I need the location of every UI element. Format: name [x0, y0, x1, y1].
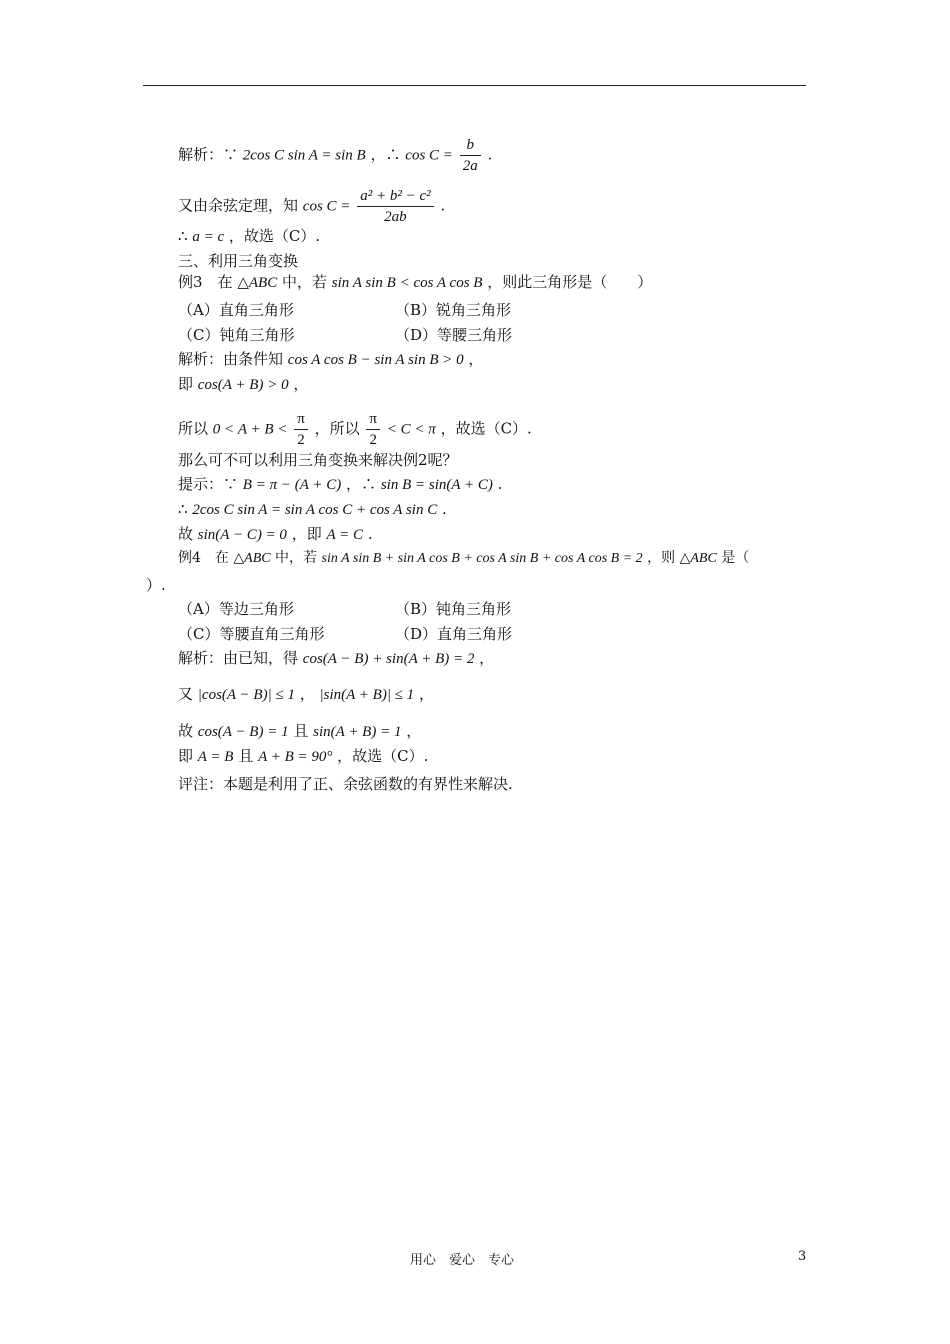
equation: sin(A − C) = 0: [197, 527, 287, 543]
solution-label: 解析：∵: [178, 145, 239, 164]
text: 是（: [721, 550, 750, 566]
choice-d: （D）等腰三角形: [395, 326, 513, 344]
fraction: [366, 410, 380, 449]
equation: A = B: [197, 749, 234, 765]
choice-a: （A）等边三角形: [178, 600, 294, 618]
text: ，故选（C）.: [337, 747, 429, 765]
solution-line-5: [178, 374, 308, 395]
fraction: [294, 410, 308, 449]
fraction: [357, 187, 433, 226]
equation: sin A sin B + sin A cos B + cos A sin B + cos A cos B = 2: [321, 551, 643, 566]
solution-line-7: [178, 648, 494, 669]
question-line: [178, 450, 458, 470]
text: ，: [293, 375, 309, 393]
text: ，则此三角形是（ ）: [487, 273, 653, 291]
equation: sin B = sin(A + C): [380, 477, 493, 493]
equation: cos A cos B − sin A sin B > 0: [287, 352, 464, 368]
equation: cos(A − B) = 1: [197, 724, 289, 740]
text: 所以: [178, 419, 209, 438]
text: ）.: [146, 576, 166, 594]
equation: cos(A − B) + sin(A + B) = 2: [302, 651, 475, 667]
text: ，∴: [346, 475, 377, 493]
fraction-numerator: a² + b² − c²: [357, 187, 433, 207]
equation: A = C: [326, 527, 364, 543]
text: ，: [418, 685, 434, 703]
equation: 0 < A + B <: [212, 421, 288, 438]
fraction-denominator: 2: [297, 432, 305, 448]
page-number: 3: [798, 1249, 807, 1264]
equation: |sin(A + B)| ≤ 1: [319, 687, 415, 703]
triangle-symbol: △ABC: [679, 551, 717, 566]
text: 故: [178, 722, 194, 740]
equation: cos C =: [302, 198, 351, 215]
text: 中，若: [275, 550, 318, 566]
text: .: [440, 196, 446, 215]
solution-line-6: [178, 410, 532, 449]
equation: < C < π: [386, 421, 436, 438]
text: ，: [479, 649, 495, 667]
page-footer: 用心 爱心 专心: [410, 1253, 515, 1268]
text: .: [367, 525, 373, 543]
choice-d: （D）直角三角形: [395, 625, 513, 643]
solution-line-4: [178, 349, 483, 370]
solution-label: 解析：由已知，得: [178, 649, 299, 667]
triangle-symbol: △ABC: [233, 551, 271, 566]
choice-a: （A）直角三角形: [178, 301, 294, 319]
fraction-numerator: π: [294, 410, 308, 430]
equation: A + B = 90°: [258, 749, 333, 765]
text: ，故选（C）.: [228, 227, 321, 245]
text: 又: [178, 685, 194, 703]
equation: cos(A + B) > 0: [197, 377, 289, 393]
equation: cos C =: [405, 147, 453, 164]
text: ，: [299, 685, 315, 703]
equation: B = π − (A + C): [242, 477, 342, 493]
solution-label: 解析：由条件知: [178, 350, 284, 368]
equation: 2cos C sin A = sin A cos C + cos A sin C: [192, 502, 438, 518]
solution-line-9: [178, 721, 421, 742]
example-3-question: [178, 272, 652, 293]
text: ，: [406, 722, 422, 740]
text: ，即: [291, 525, 322, 543]
equation: sin(A + B) = 1: [313, 724, 402, 740]
fraction-numerator: b: [460, 136, 481, 156]
remark-line: [178, 774, 513, 794]
fraction-denominator: 2a: [462, 158, 478, 174]
question-close: [146, 575, 166, 595]
choice-c: （C）钝角三角形: [178, 326, 295, 344]
text: 且: [238, 747, 254, 765]
text: 即: [178, 375, 194, 393]
fraction-numerator: π: [366, 410, 380, 430]
text: ，: [468, 350, 484, 368]
equation: 2cos C sin A = sin B: [242, 147, 366, 164]
example-label: 例3 在: [178, 273, 233, 291]
solution-line-3: [178, 226, 320, 247]
therefore-symbol: ∴: [178, 500, 188, 518]
text: .: [497, 475, 503, 493]
hint-line-3: [178, 524, 373, 545]
solution-line-2: [178, 187, 445, 226]
remark-text: 评注：本题是利用了正、余弦函数的有界性来解决.: [178, 775, 513, 793]
text: ，所以: [314, 419, 360, 438]
fraction: [460, 136, 481, 175]
choice-b: （B）钝角三角形: [395, 600, 512, 618]
solution-line-1: [178, 136, 492, 175]
therefore-symbol: ∴: [178, 227, 188, 245]
section-title: 三、利用三角变换: [178, 252, 299, 270]
text: 那么可不可以利用三角变换来解决例2呢？: [178, 451, 458, 469]
hint-label: 提示：∵: [178, 475, 239, 493]
hint-line-1: [178, 474, 502, 495]
text: .: [487, 145, 493, 164]
text: ，∴: [370, 145, 401, 164]
equation: sin A sin B < cos A cos B: [331, 275, 483, 291]
triangle-symbol: △ABC: [237, 275, 278, 291]
choice-c: （C）等腰直角三角形: [178, 625, 325, 643]
text: 且: [293, 722, 309, 740]
text: 即: [178, 747, 194, 765]
example-label: 例4 在: [178, 550, 229, 566]
solution-line-8: [178, 684, 434, 705]
example-4-question: [178, 548, 749, 569]
solution-line-10: [178, 746, 428, 767]
text: 又由余弦定理，知: [178, 196, 299, 215]
fraction-denominator: 2ab: [384, 209, 407, 225]
text: 故: [178, 525, 194, 543]
section-heading: [178, 251, 298, 271]
equation: |cos(A − B)| ≤ 1: [197, 687, 295, 703]
fraction-denominator: 2: [369, 432, 377, 448]
text: .: [441, 500, 447, 518]
text: 中，若: [281, 273, 327, 291]
header-rule: [143, 85, 806, 86]
equation: a = c: [192, 229, 225, 245]
choice-b: （B）锐角三角形: [395, 301, 512, 319]
hint-line-2: [178, 499, 447, 520]
text: ，故选（C）.: [440, 419, 532, 438]
text: ，则: [647, 550, 676, 566]
